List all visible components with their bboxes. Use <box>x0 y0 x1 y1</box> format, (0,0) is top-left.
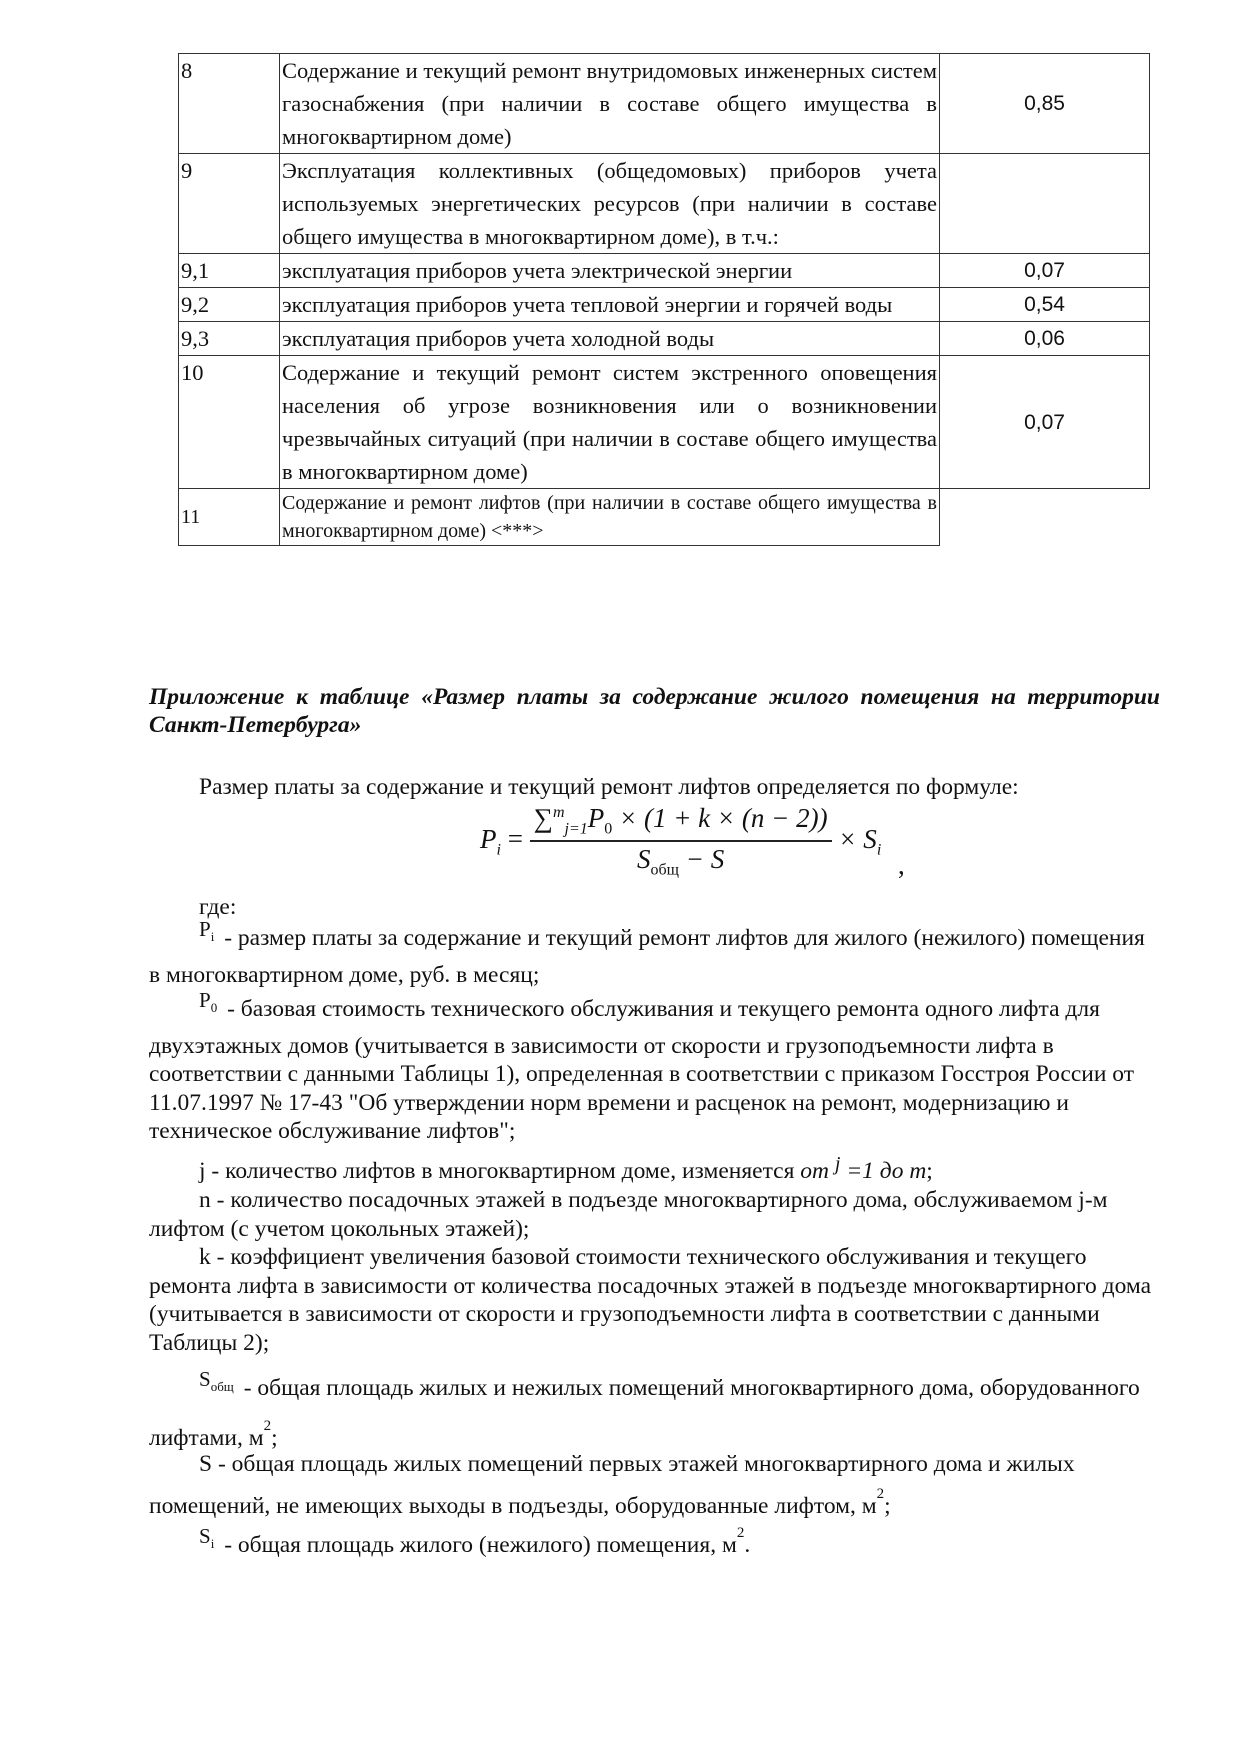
row-number: 9,2 <box>179 288 280 322</box>
table-row <box>179 322 1150 356</box>
formula-fraction <box>530 803 832 880</box>
row-description: эксплуатация приборов учета тепловой энергии и горячей воды <box>280 288 940 322</box>
where-label: где: <box>199 894 237 920</box>
row-number: 8 <box>179 54 280 154</box>
definition-item: $P_i$ - размер платы за содержание и текущий ремонт лифтов для жилого (нежилого) помещения в многоквартирном доме, руб. в месяц; <box>149 917 1145 988</box>
table-row <box>179 54 1150 154</box>
table-row <box>179 254 1150 288</box>
table-row <box>179 356 1150 489</box>
formula: $P_i$ = $\frac{\sum^m_{j=1}P_0 \times (1 + k \times (n - 2))}{S_{общ} - S}$ × $S_i$ , <box>480 803 905 880</box>
formula-intro: Размер платы за содержание и текущий ремонт лифтов определяется по формуле: <box>199 774 1019 800</box>
definition-item: j - количество лифтов в многоквартирном доме, изменяется от j =1 до m; <box>199 1153 933 1184</box>
table-row <box>179 489 1150 546</box>
tariff-table <box>178 53 1150 546</box>
definition-item: $P_0$ - базовая стоимость технического обслуживания и текущего ремонта одного лифта для двухэтажных домов (учитывается в зависимости от скорости и грузоподъемности лифта в соответствии с данными Таблицы 1), определенная в соответствии с приказом Госстроя России от 11.07.1997 № 17-43 "Об утверждении норм времени и расценок на ремонт, модернизацию и техническое обслуживание лифтов"; <box>149 988 1135 1145</box>
row-description: Содержание и текущий ремонт систем экстренного оповещения населения об угрозе возникновения или о возникновении чрезвычайных ситуаций (при наличии в составе общего имущества в многоквартирном доме) <box>280 356 940 489</box>
symbol: $S_{общ}$ <box>199 1367 234 1395</box>
symbol: $P_i$ <box>199 917 215 945</box>
row-description: Содержание и ремонт лифтов (при наличии в составе общего имущества в многоквартирном доме) <***> <box>280 489 940 546</box>
row-number: 11 <box>179 489 280 546</box>
row-number: 10 <box>179 356 280 489</box>
formula-multiplier: × $S_i$ <box>838 823 882 858</box>
formula-lhs: $P_i$ <box>480 823 501 858</box>
row-value: 0,54 <box>940 288 1150 322</box>
row-number: 9,3 <box>179 322 280 356</box>
row-description: эксплуатация приборов учета холодной воды <box>280 322 940 356</box>
table-row <box>179 154 1150 254</box>
row-value: 0,07 <box>940 254 1150 288</box>
row-number: 9,1 <box>179 254 280 288</box>
row-description: Содержание и текущий ремонт внутридомовых инженерных систем газоснабжения (при наличии в составе общего имущества в многоквартирном доме) <box>280 54 940 154</box>
definition-item: k - коэффициент увеличения базовой стоимости технического обслуживания и текущего ремонта лифта в зависимости от количества посадочных этажей в подъезде многоквартирного дома (учитывается в зависимости от скорости и грузоподъемности лифта в соответствии с данными Таблицы 2); <box>149 1244 1152 1356</box>
row-value: 0,07 <box>940 356 1150 489</box>
formula-numerator: $\sum^m_{j=1}P_0 \times (1 + k \times (n - 2))$ <box>530 803 832 842</box>
appendix-heading: Приложение к таблице «Размер платы за содержание жилого помещения на территории Санкт-Петербурга» <box>149 684 1160 738</box>
symbol: $S_i$ <box>199 1523 215 1552</box>
row-value <box>940 489 1150 546</box>
definition-item: $S_i$ - общая площадь жилого (нежилого) помещения, $м^2$. <box>199 1523 751 1558</box>
symbol: $P_0$ <box>199 988 218 1016</box>
row-value: 0,85 <box>940 54 1150 154</box>
definition-item: n - количество посадочных этажей в подъезде многоквартирного дома, обслуживаемом j-м лифтом (с учетом цокольных этажей); <box>149 1187 1108 1242</box>
row-value: 0,06 <box>940 322 1150 356</box>
definition-item: S - общая площадь жилых помещений первых этажей многоквартирного дома и жилых помещений, не имеющих выходы в подъезды, оборудованные лифтом, $м^2$; <box>149 1451 1075 1519</box>
definition-item: $S_{общ}$ - общая площадь жилых и нежилых помещений многоквартирного дома, оборудованного лифтами, $м^2$; <box>149 1367 1140 1452</box>
row-number: 9 <box>179 154 280 254</box>
row-description: Эксплуатация коллективных (общедомовых) приборов учета используемых энергетических ресурсов (при наличии в составе общего имущества в многоквартирном доме), в т.ч.: <box>280 154 940 254</box>
row-value <box>940 154 1150 254</box>
table-row <box>179 288 1150 322</box>
row-description: эксплуатация приборов учета электрической энергии <box>280 254 940 288</box>
formula-denominator: $S_{общ} - S$ <box>637 844 725 879</box>
